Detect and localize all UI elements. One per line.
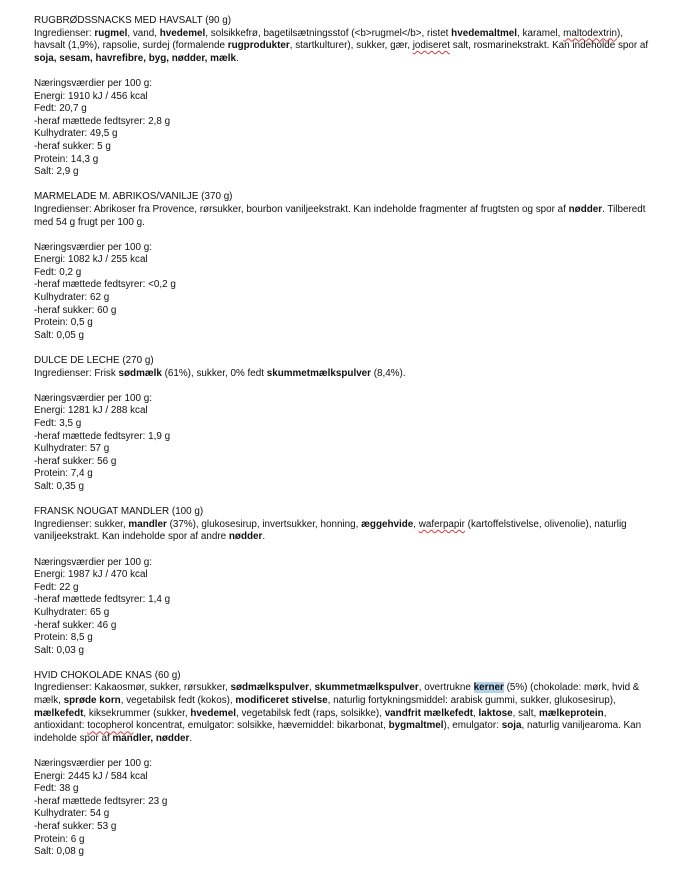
product-title: RUGBRØDSSNACKS MED HAVSALT (90 g) bbox=[34, 15, 231, 26]
nutrition-line: -heraf mættede fedtsyrer: 23 g bbox=[34, 795, 168, 807]
nutrition-line: -heraf mættede fedtsyrer: 2,8 g bbox=[34, 115, 171, 127]
nutrition-line: Fedt: 22 g bbox=[34, 581, 79, 593]
ingredient-text: rugprodukter bbox=[227, 40, 290, 52]
ingredient-text: ), havsalt (1,9%), rapsolie, surdej (formalende bbox=[34, 27, 623, 52]
nutrition-line: -heraf mættede fedtsyrer: <0,2 g bbox=[34, 279, 176, 291]
ingredient-text: (kartoffelstivelse, olivenolie), naturlig vaniljeekstrakt. Kan indeholde spor af andre bbox=[34, 518, 627, 543]
product-section bbox=[34, 670, 654, 859]
nutrition-line: Salt: 0,03 g bbox=[34, 644, 84, 656]
nutrition-line: -heraf sukker: 56 g bbox=[34, 455, 117, 467]
selected-text: kerner bbox=[473, 682, 504, 694]
ingredient-text: æggehvide bbox=[361, 518, 414, 530]
ingredient-text: mælkefedt bbox=[34, 707, 84, 719]
ingredient-text: modificeret stivelse bbox=[235, 695, 328, 707]
ingredient-text: bygmaltmel bbox=[388, 720, 444, 732]
ingredient-text: , solsikkefrø, bagetilsætningsstof (<b>rugmel</b>, ristet bbox=[205, 27, 452, 39]
ingredient-text: Ingredienser: bbox=[34, 27, 95, 39]
ingredient-text: . bbox=[235, 52, 239, 64]
nutrition-line: Protein: 14,3 g bbox=[34, 153, 99, 165]
ingredients-paragraph bbox=[34, 204, 654, 229]
ingredient-text: mandler, nødder bbox=[112, 732, 190, 744]
ingredient-text: (61%), sukker, 0% fedt bbox=[161, 367, 267, 379]
nutrition-line: Fedt: 20,7 g bbox=[34, 103, 87, 115]
ingredient-text: laktose bbox=[478, 707, 513, 719]
ingredient-text: , startkulturer), sukker, gær, bbox=[289, 40, 413, 52]
nutrition-line: -heraf sukker: 60 g bbox=[34, 304, 117, 316]
ingredient-text: , vegetabilsk fedt (kokos), bbox=[120, 695, 236, 707]
product-section bbox=[34, 355, 654, 506]
product-title: FRANSK NOUGAT MANDLER (100 g) bbox=[34, 506, 204, 518]
ingredient-text: hvedemel bbox=[190, 707, 236, 719]
ingredient-text: , salt, bbox=[512, 707, 539, 719]
ingredient-text: hvedemaltmel bbox=[451, 27, 518, 39]
nutrition-line: Fedt: 38 g bbox=[34, 783, 79, 795]
spellcheck-word: waferpapir bbox=[418, 518, 465, 530]
ingredient-text: skummetmælkspulver bbox=[266, 367, 372, 379]
ingredient-text: ), emulgator: bbox=[443, 720, 502, 732]
ingredient-text: Ingredienser: Abrikoser fra Provence, rørsukker, bourbon vaniljeekstrakt. Kan indeholde fragmenter af frugtsten og spor af bbox=[34, 203, 569, 215]
nutrition-header: Næringsværdier per 100 g: bbox=[34, 758, 153, 770]
document-page bbox=[34, 15, 654, 859]
ingredient-text: , vegetabilsk fedt (raps, solsikke), bbox=[235, 707, 385, 719]
ingredient-text: , vand, bbox=[127, 27, 160, 39]
ingredient-text: vandfrit mælkefedt bbox=[384, 707, 474, 719]
spellcheck-word: jodiseret bbox=[412, 40, 451, 52]
product-title: DULCE DE LECHE (270 g) bbox=[34, 355, 154, 367]
nutrition-line: Salt: 0,08 g bbox=[34, 846, 84, 858]
nutrition-line: Salt: 2,9 g bbox=[34, 166, 79, 178]
ingredient-text: , overtrukne bbox=[418, 682, 474, 694]
ingredients-paragraph bbox=[34, 28, 654, 66]
ingredient-text: nødder bbox=[228, 531, 263, 543]
ingredient-text: sødmælk bbox=[118, 367, 162, 379]
nutrition-line: Energi: 1082 kJ / 255 kcal bbox=[34, 254, 148, 266]
nutrition-line: Protein: 8,5 g bbox=[34, 632, 93, 644]
ingredient-text: , bbox=[308, 682, 315, 694]
ingredient-text: (5%) (chokolade: mørk, hvid & mælk, bbox=[34, 682, 640, 707]
nutrition-line: Energi: 1910 kJ / 456 kcal bbox=[34, 90, 148, 102]
product-section bbox=[34, 191, 654, 355]
ingredient-text: . bbox=[262, 531, 266, 543]
ingredient-text: , antioxidant: bbox=[34, 707, 607, 732]
nutrition-line: Protein: 0,5 g bbox=[34, 317, 93, 329]
nutrition-line: Kulhydrater: 65 g bbox=[34, 606, 110, 618]
nutrition-line: Kulhydrater: 49,5 g bbox=[34, 128, 118, 140]
nutrition-line: Kulhydrater: 62 g bbox=[34, 292, 110, 304]
ingredient-text: mælkeprotein bbox=[538, 707, 604, 719]
nutrition-line: Energi: 2445 kJ / 584 kcal bbox=[34, 770, 148, 782]
nutrition-line: Protein: 6 g bbox=[34, 833, 85, 845]
ingredient-text: hvedemel bbox=[159, 27, 206, 39]
ingredient-text: , naturlig vaniljearoma. Kan indeholde spor af bbox=[34, 720, 642, 744]
ingredient-text: salt, rosmarinekstrakt. Kan indeholde spor af bbox=[450, 40, 649, 52]
nutrition-line: Kulhydrater: 54 g bbox=[34, 808, 110, 820]
ingredient-text: (8,4%). bbox=[371, 367, 406, 379]
ingredient-text: . bbox=[189, 732, 193, 744]
nutrition-line: Kulhydrater: 57 g bbox=[34, 443, 110, 455]
product-section bbox=[34, 506, 654, 670]
nutrition-line: Salt: 0,05 g bbox=[34, 329, 84, 341]
ingredient-text: mandler bbox=[128, 518, 167, 530]
ingredient-text: koncentrat, emulgator: solsikke, hævemiddel: bikarbonat, bbox=[133, 720, 389, 732]
ingredients-paragraph bbox=[34, 519, 654, 544]
nutrition-line: -heraf mættede fedtsyrer: 1,4 g bbox=[34, 594, 171, 606]
nutrition-line: Salt: 0,35 g bbox=[34, 480, 84, 492]
product-section bbox=[34, 15, 654, 191]
ingredient-text: , bbox=[473, 707, 479, 719]
nutrition-line: Fedt: 0,2 g bbox=[34, 266, 82, 278]
product-title: MARMELADE M. ABRIKOS/VANILJE (370 g) bbox=[34, 191, 233, 203]
ingredient-text: , karamel, bbox=[517, 27, 564, 39]
ingredient-text: , kiksekrummer (sukker, bbox=[83, 707, 191, 719]
ingredients-paragraph bbox=[34, 682, 654, 745]
nutrition-line: Energi: 1987 kJ / 470 kcal bbox=[34, 569, 148, 581]
nutrition-line: Energi: 1281 kJ / 288 kcal bbox=[34, 405, 148, 417]
ingredient-text: rugmel bbox=[94, 27, 128, 39]
nutrition-line: -heraf sukker: 5 g bbox=[34, 140, 111, 152]
ingredient-text: Ingredienser: Frisk bbox=[34, 367, 119, 379]
ingredient-text: . Tilberedt med 54 g frugt per 100 g. bbox=[34, 203, 646, 228]
ingredient-text: soja bbox=[501, 720, 522, 732]
ingredient-text: Ingredienser: sukker, bbox=[34, 518, 129, 530]
nutrition-header: Næringsværdier per 100 g: bbox=[34, 392, 153, 404]
nutrition-header: Næringsværdier per 100 g: bbox=[34, 556, 153, 568]
ingredients-paragraph bbox=[34, 368, 654, 381]
ingredient-text: (37%), glukosesirup, invertsukker, honning, bbox=[166, 518, 362, 530]
nutrition-line: Fedt: 3,5 g bbox=[34, 418, 82, 429]
nutrition-header: Næringsværdier per 100 g: bbox=[34, 77, 153, 89]
nutrition-line: -heraf sukker: 53 g bbox=[34, 821, 117, 832]
spellcheck-word: maltodextrin bbox=[563, 27, 617, 39]
ingredient-text: , bbox=[413, 518, 419, 530]
spellcheck-word: tocopherol bbox=[87, 720, 134, 732]
ingredient-text: nødder bbox=[568, 203, 603, 215]
nutrition-line: Protein: 7,4 g bbox=[34, 468, 93, 480]
ingredient-text: sødmælkspulver bbox=[230, 682, 309, 694]
product-title: HVID CHOKOLADE KNAS (60 g) bbox=[34, 669, 181, 681]
ingredient-text: skummetmælkspulver bbox=[314, 682, 419, 694]
nutrition-line: -heraf mættede fedtsyrer: 1,9 g bbox=[34, 430, 171, 442]
nutrition-header: Næringsværdier per 100 g: bbox=[34, 241, 153, 253]
nutrition-line: -heraf sukker: 46 g bbox=[34, 619, 117, 631]
ingredient-text: , naturlig fortykningsmiddel: arabisk gummi, sukker, glukosesirup), bbox=[327, 695, 616, 707]
ingredient-text: sprøde korn bbox=[63, 695, 121, 707]
ingredient-text: soja, sesam, havrefibre, byg, nødder, mælk bbox=[34, 52, 236, 64]
ingredient-text: Ingredienser: Kakaosmør, sukker, rørsukker, bbox=[34, 682, 231, 694]
